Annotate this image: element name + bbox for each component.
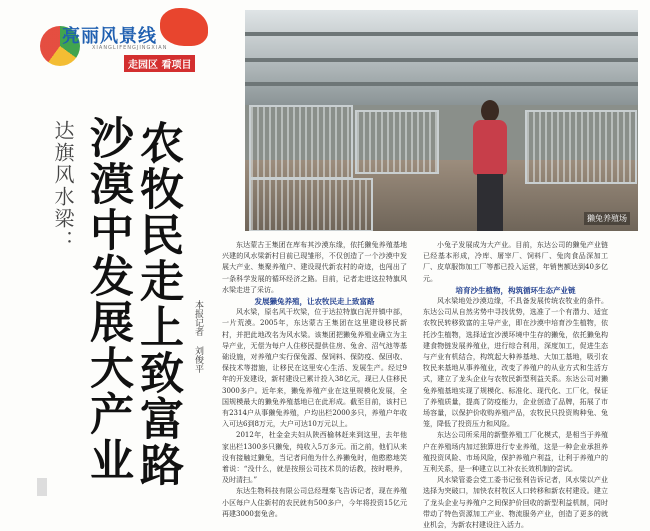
rabbit-cage — [249, 178, 373, 231]
decorative-bar — [37, 478, 47, 496]
section-brand: 亮丽风景线 — [62, 26, 157, 47]
paragraph: 2012年，杜金金夫妇从陕西榆林赶来到这里，去年他家出栏1300多只獭兔，纯收入5万多元。而之前，他们从来没有接触过獭兔，当记者问他为什么养獭兔时，他憨憨地笑着说：“没什么，就是按照公司技术员的话教，按时喂养，及时清扫。” — [222, 431, 407, 485]
article-column-2 — [423, 240, 608, 530]
map-icon — [160, 8, 208, 46]
photo-beam — [245, 58, 638, 62]
photo-beam — [245, 82, 638, 86]
rabbit-cage — [355, 110, 439, 174]
paragraph: 风水梁地处沙漠边缘，不具备发展传统农牧业的条件。东达公司从自然劣势中寻找优势，选准了一个有潜力、适宜农牧民转移致富的主导产业，即在沙漠中培育沙生植物，依托沙生植物，选择适宜沙漠环境中生存的獭兔，依托獭兔构建食物链发展养殖业，进行综合利用，深度加工，促进生态与产业有机结合，构筑起大种养基地、大加工基地，吸引农牧民来基地从事养殖业，改变了养殖户的从业方式和生活方式，建立了龙头企业与农牧民新型利益关系。东达公司对獭兔养殖基地实现了规模化、标准化、现代化、工厂化，保证了养殖质量，提高了防疫能力，企业创造了品牌，拓展了市场容量，以保护价收购养殖产品，农牧民只投资购种兔、兔笼，降低了投资压力和风险。 — [423, 297, 608, 429]
subheading: 培育沙生植物，构筑循环生态产业链 — [455, 285, 576, 295]
headline-kicker: 达旗风水梁： — [51, 120, 75, 252]
rabbit-cage — [525, 110, 637, 184]
photo-beam — [245, 32, 638, 36]
paragraph: 东达生物科技有限公司总经理秦飞告诉记者，现在养殖小区每户人住新村的农民就有500多户，今年将投资15亿元再建3000套兔舍。 — [222, 487, 407, 518]
section-pinyin: XIANGLIFENGJINGXIAN — [92, 45, 168, 51]
rabbit-cage — [249, 105, 353, 179]
article-column-1 — [222, 240, 407, 530]
subheading: 发展獭兔养殖，让农牧民走上致富路 — [254, 297, 375, 307]
section-logo — [40, 8, 210, 70]
farmer-figure — [471, 100, 511, 231]
paragraph: 小兔子发展成为大产业。目前，东达公司的獭兔产业链已经基本形成，冷库、屠宰厂、饲料厂、兔肉食品深加工厂、皮草服饰加工厂等都已投入运营，年销售额达到40多亿元。 — [423, 241, 608, 283]
byline: 本报记者 刘俊平 — [193, 300, 203, 373]
section-subtitle: 走园区 看项目 — [124, 55, 195, 72]
article-photo — [245, 10, 638, 231]
paragraph: 风水梁管委会党工委书记张利告诉记者，风水梁以产业选择为突破口，加快农村牧区人口转移和新农村建设。建立了龙头企业与养殖户之间保护价回收的新型利益机制，同时带动了特色资源加工产业、物流服务产业，创造了更多的就业机会，为新农村建设注入活力。 — [423, 476, 608, 530]
paragraph: 东达公司所采用的新整养殖工厂化模式，是相当于养殖户在养殖场内加过独算进行专业养殖，这是一种企业承担养殖投资风险、市场风险，保护养殖户利益，让利于养殖户的互利关系，是一种建立以工补农长效机制的尝试。 — [423, 431, 608, 474]
headline-line-1: 农牧民走上致富路 — [132, 120, 183, 488]
paragraph: 东达蒙古王集团在库布其沙漠东缘，依托獭兔养殖基地兴建的风水梁新村目前已现雏形，不仅创造了一个沙漠中发展大产业、集聚养殖户、建设现代新农村的奇迹，也闯出了一条科学发展的循环经济之路。目前，记者走进这拉特旗风水梁走进了采访。 — [222, 241, 407, 294]
photo-caption: 獭兔养殖场 — [584, 212, 630, 225]
paragraph: 风水梁，原名风干坎梁，位于达拉特旗白泥井镇中部，一片荒漠。2005年，东达蒙古王集团在这里建设移民新村，并把此地改名为风水梁。该集团把獭兔养殖业确立为主导产业，无偿为每户人住移民提供住房、兔舍、沼气池等基础设施，对养殖户实行保兔源、保饲料、保防疫、保回收、保技术等措施，让移民在这里安心生活、发展生产。经过9年的开发建设，新村建设已累计投入38亿元，现已人住移民3000多户。近年来，獭兔养殖产业在这里规模化发展，全国规模最大的獭兔养殖基地已在此形成。截至目前，该村已有2314户从事獭兔养殖，户均出栏2000多只，养殖户年收入可达6到8万元，大户可达10万元以上。 — [222, 308, 407, 429]
headline-line-2: 沙漠中发展大产业 — [82, 115, 133, 483]
